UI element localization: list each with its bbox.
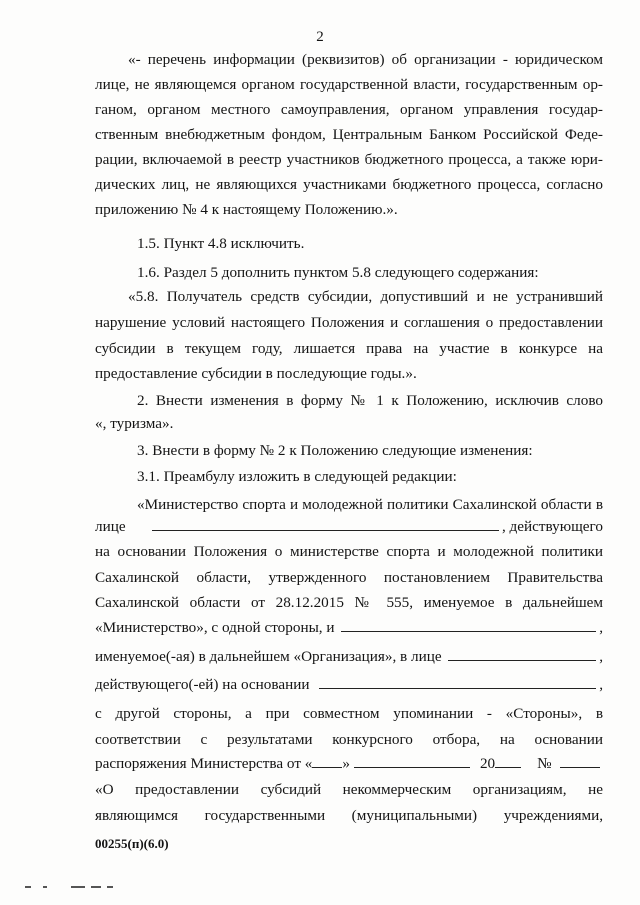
form-label: ,: [599, 619, 603, 636]
form-label: 20: [479, 755, 496, 772]
text-line: являющимся государственными (муниципальными) учреждениями,: [95, 807, 603, 824]
page-number: 2: [316, 29, 324, 45]
form-line-named: [95, 646, 603, 668]
form-label: »: [342, 755, 350, 772]
form-line-order: [95, 753, 603, 775]
text-line: ганом, органом местного самоуправления, органом управления государ-: [95, 101, 603, 118]
text-line: с другой стороны, а при совместном упоминании - «Стороны», в: [95, 705, 603, 722]
form-label: ,: [599, 648, 603, 665]
blank-field-number: [560, 753, 600, 768]
text-line: 3. Внести в форму № 2 к Положению следующие изменения:: [137, 442, 533, 459]
form-line-ministry: [95, 617, 603, 639]
text-line: 2. Внести изменения в форму № 1 к Положению, исключив слово: [137, 392, 603, 409]
text-line: «О предоставлении субсидий некоммерческим организациям, не: [95, 781, 603, 798]
text-line: соответствии с результатами конкурсного отбора, на основании: [95, 731, 603, 748]
text-line: «Министерство спорта и молодежной политики Сахалинской области в: [137, 496, 603, 513]
text-line: «, туризма».: [95, 415, 174, 432]
form-label: «Министерство», с одной стороны, и: [95, 619, 335, 636]
form-line-face: [95, 516, 603, 538]
form-label: ,: [599, 676, 603, 693]
form-label: лице: [95, 518, 126, 535]
form-line-acting: [95, 674, 603, 696]
text-line: дических лиц, не являющихся участниками бюджетного процесса, согласно: [95, 176, 603, 193]
text-line: «5.8. Получатель средств субсидии, допустивший и не устранивший: [128, 288, 603, 305]
text-line: на основании Положения о министерстве спорта и молодежной политики: [95, 543, 603, 560]
blank-field-month: [354, 753, 470, 768]
text-line: ственным внебюджетным фондом, Центральным Банком Российской Феде-: [95, 126, 603, 143]
text-line: 3.1. Преамбулу изложить в следующей редакции:: [137, 468, 457, 485]
blank-field-day: [312, 753, 342, 768]
text-line: «- перечень информации (реквизитов) об организации - юридическом: [128, 51, 603, 68]
form-label: распоряжения Министерства от «: [95, 755, 313, 772]
scan-artifact: [25, 884, 125, 890]
text-line: Сахалинской области от 28.12.2015 № 555, именуемое в дальнейшем: [95, 594, 603, 611]
form-label: №: [537, 755, 552, 772]
form-label: именуемое(-ая) в дальнейшем «Организация», в лице: [95, 648, 442, 665]
text-line: приложению № 4 к настоящему Положению.».: [95, 201, 398, 218]
blank-field-basis: [319, 674, 596, 689]
text-line: 1.6. Раздел 5 дополнить пунктом 5.8 следующего содержания:: [137, 264, 539, 281]
text-line: предоставление субсидии в последующие годы.».: [95, 365, 417, 382]
blank-field-face: [152, 516, 499, 531]
text-line: нарушение условий настоящего Положения и соглашения о предоставлении: [95, 314, 603, 331]
text-line: рации, включаемой в реестр участников бюджетного процесса, а также юри-: [95, 151, 603, 168]
text-line: 1.5. Пункт 4.8 исключить.: [137, 235, 305, 252]
blank-field-party: [341, 617, 597, 632]
text-line: субсидии в текущем году, лишается права на участие в конкурсе на: [95, 340, 603, 357]
blank-field-representative: [448, 646, 597, 661]
document-code: 00255(п)(6.0): [95, 836, 169, 851]
blank-field-year: [495, 753, 521, 768]
form-label: действующего(-ей) на основании: [95, 676, 310, 693]
text-line: лице, не являющемся органом государственной власти, государственным ор-: [95, 76, 603, 93]
text-line: Сахалинской области, утвержденного постановлением Правительства: [95, 569, 603, 586]
form-label: , действующего: [501, 518, 603, 535]
